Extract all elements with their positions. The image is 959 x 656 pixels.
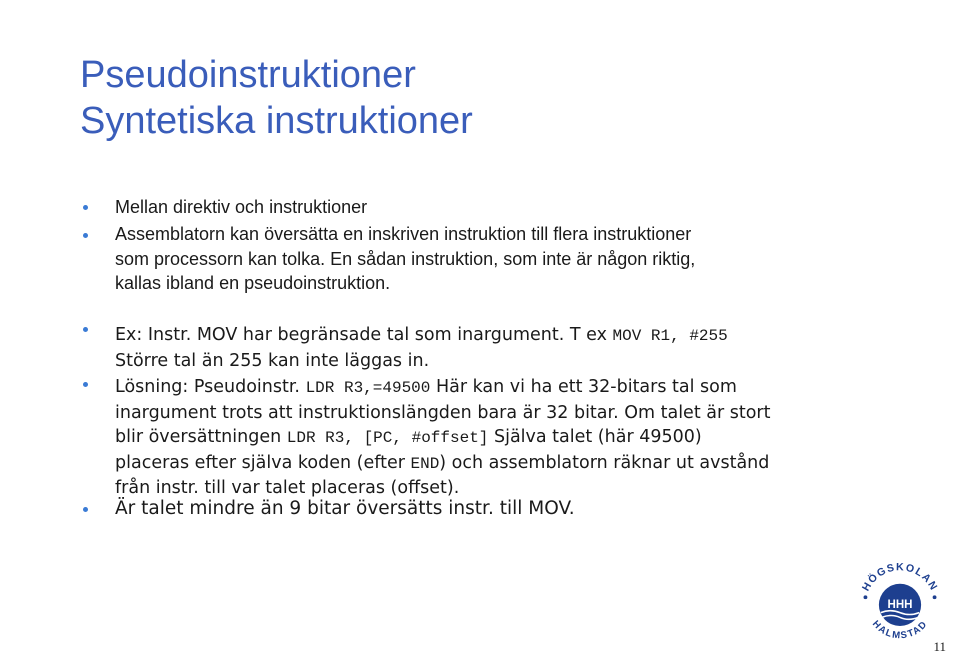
- svg-text:HÖGSKOLAN: HÖGSKOLAN: [859, 561, 941, 594]
- bullet-4-line-3-text-post: Själva talet (här 49500): [488, 427, 702, 447]
- bullet-4-line-3-code: LDR R3, [PC, #offset]: [286, 429, 489, 447]
- bullet-marker: [83, 382, 88, 387]
- bullet-4-text-post: Här kan vi ha ett 32-bitars tal som: [430, 377, 737, 397]
- bullet-2: [115, 222, 875, 296]
- bullet-4-text: Lösning: Pseudoinstr.: [115, 377, 306, 397]
- bullet-5: [115, 497, 875, 522]
- bullet-3-code: MOV R1, #255: [612, 327, 728, 345]
- bullet-4-line-2: inargument trots att instruktionslängden bara är 32 bitar. Om talet är stort: [115, 402, 771, 423]
- bullet-1: [115, 195, 875, 220]
- bullet-marker: [83, 205, 88, 210]
- bullet-4-line-4-text: placeras efter själva koden (efter: [115, 452, 411, 473]
- bullet-3-line-2: Större tal än 255 kan inte läggas in.: [115, 350, 430, 371]
- bullet-4: [115, 375, 875, 501]
- svg-text:HHH: HHH: [887, 598, 913, 611]
- hogskolan-halmstad-logo-icon: [852, 555, 948, 651]
- title-line-2: Syntetiska instruktioner: [80, 100, 473, 142]
- bullet-4-line-5: från instr. till var talet placeras (offset).: [115, 478, 460, 498]
- bullet-3: [115, 323, 875, 373]
- bullet-marker: [83, 233, 88, 238]
- bullet-3-text: Ex: Instr. MOV har begränsade tal som inargument. T ex: [115, 325, 613, 345]
- title-line-1: Pseudoinstruktioner: [80, 54, 416, 96]
- bullet-2-line-1: Assemblatorn kan översätta en inskriven instruktion till flera instruktioner: [115, 224, 692, 244]
- bullet-marker: [83, 507, 88, 512]
- svg-text:HALMSTAD: HALMSTAD: [869, 618, 931, 642]
- bullet-4-code: LDR R3,=49500: [305, 379, 431, 397]
- bullet-4-line-4-code: END: [410, 454, 440, 473]
- bullet-marker: [83, 327, 88, 332]
- bullet-1-text: Mellan direktiv och instruktioner: [115, 197, 368, 217]
- bullet-2-line-2: som processorn kan tolka. En sådan instruktion, som inte är någon riktig,: [115, 248, 696, 269]
- bullet-4-line-3-text: blir översättningen: [115, 427, 287, 447]
- bullet-5-text: Är talet mindre än 9 bitar översätts instr. till MOV.: [115, 498, 575, 519]
- bullet-4-line-4-text-post: ) och assemblatorn räknar ut avstånd: [439, 452, 770, 473]
- bullet-2-line-3: kallas ibland en pseudoinstruktion.: [115, 273, 391, 293]
- page-number: 11: [933, 639, 946, 654]
